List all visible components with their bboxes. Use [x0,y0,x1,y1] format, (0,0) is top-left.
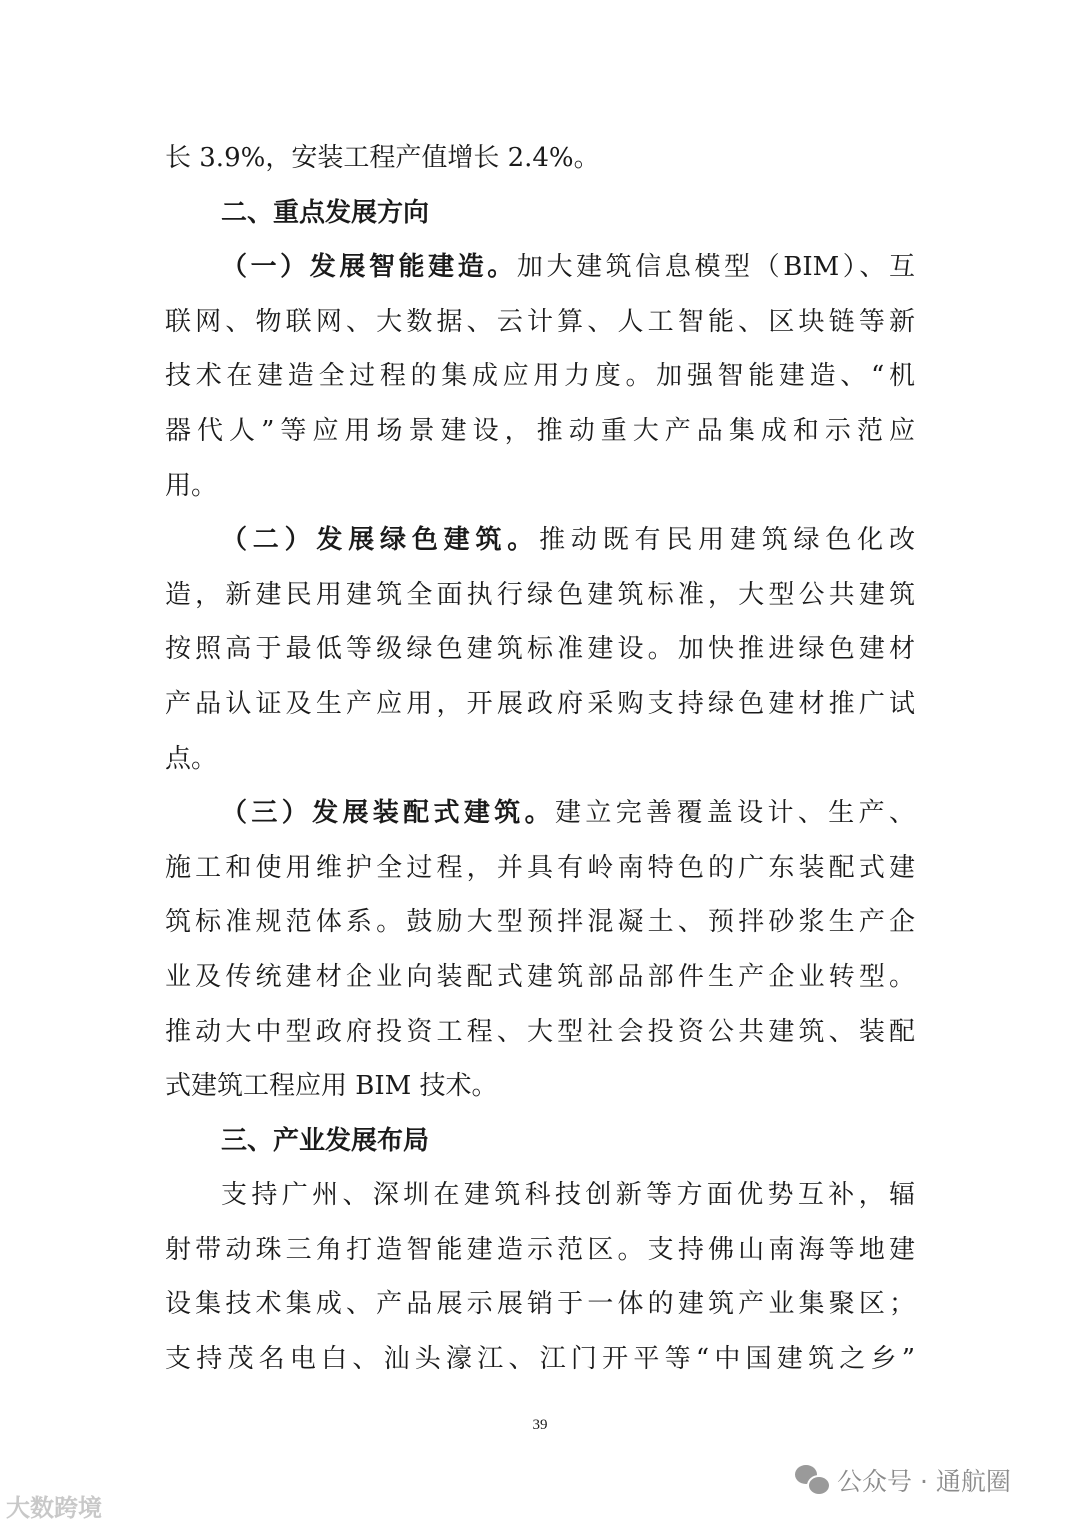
text-line: 技术在建造全过程的集成应用力度。加强智能建造、“机 [165,361,915,392]
text-line: 造，新建民用建筑全面执行绿色建筑标准，大型公共建筑 [165,579,915,610]
watermark-left: 大数跨境 [6,1494,102,1522]
text-line: 设集技术集成、产品展示展销于一体的建筑产业集聚区； [165,1289,915,1320]
text-line: 筑标准规范体系。鼓励大型预拌混凝土、预拌砂浆生产企 [165,907,915,938]
paragraph-lead: （一）发展智能建造。 [221,252,517,283]
text-line: 联网、物联网、大数据、云计算、人工智能、区块链等新 [165,306,915,337]
text-line: 点。 [165,743,218,774]
text-line: 长 3.9%，安装工程产值增长 2.4%。 [165,143,600,173]
text-line [165,513,915,568]
text: 建立完善覆盖设计、生产、 [555,798,915,829]
watermark-right [795,1462,1011,1498]
text-line: 业及传统建材企业向装配式建筑部品部件生产企业转型。 [165,961,915,992]
document-body [165,131,915,1387]
paragraph-lead: （二）发展绿色建筑。 [221,525,540,556]
text-line: 支持茂名电白、汕头濠江、江门开平等“中国建筑之乡” [165,1344,915,1375]
text: 推动既有民用建筑绿色化改 [539,525,915,556]
text-line: 推动大中型政府投资工程、大型社会投资公共建筑、装配 [165,1016,915,1047]
text-line: 射带动珠三角打造智能建造示范区。支持佛山南海等地建 [165,1234,915,1265]
text-line: 用。 [165,470,218,501]
paragraph-lead: （三）发展装配式建筑。 [221,798,555,829]
text: 加大建筑信息模型（BIM）、互 [516,252,915,283]
text-line: 产品认证及生产应用，开展政府采购支持绿色建材推广试 [165,688,915,719]
text-line: 式建筑工程应用 BIM 技术。 [165,1071,498,1102]
text-line: 施工和使用维护全过程，并具有岭南特色的广东装配式建 [165,852,915,883]
section-heading: 三、产业发展布局 [221,1125,430,1156]
watermark-text: 公众号 · 通航圈 [837,1467,1011,1496]
section-heading: 二、重点发展方向 [221,197,430,228]
text-line [165,240,915,295]
text-line: 支持广州、深圳在建筑科技创新等方面优势互补，辐 [221,1180,915,1211]
text-line: 按照高于最低等级绿色建筑标准建设。加快推进绿色建材 [165,634,915,665]
wechat-icon [795,1465,829,1495]
page-number: 39 [532,1417,548,1433]
text-line: 器代人”等应用场景建设，推动重大产品集成和示范应 [165,415,915,446]
text-line [165,786,915,841]
